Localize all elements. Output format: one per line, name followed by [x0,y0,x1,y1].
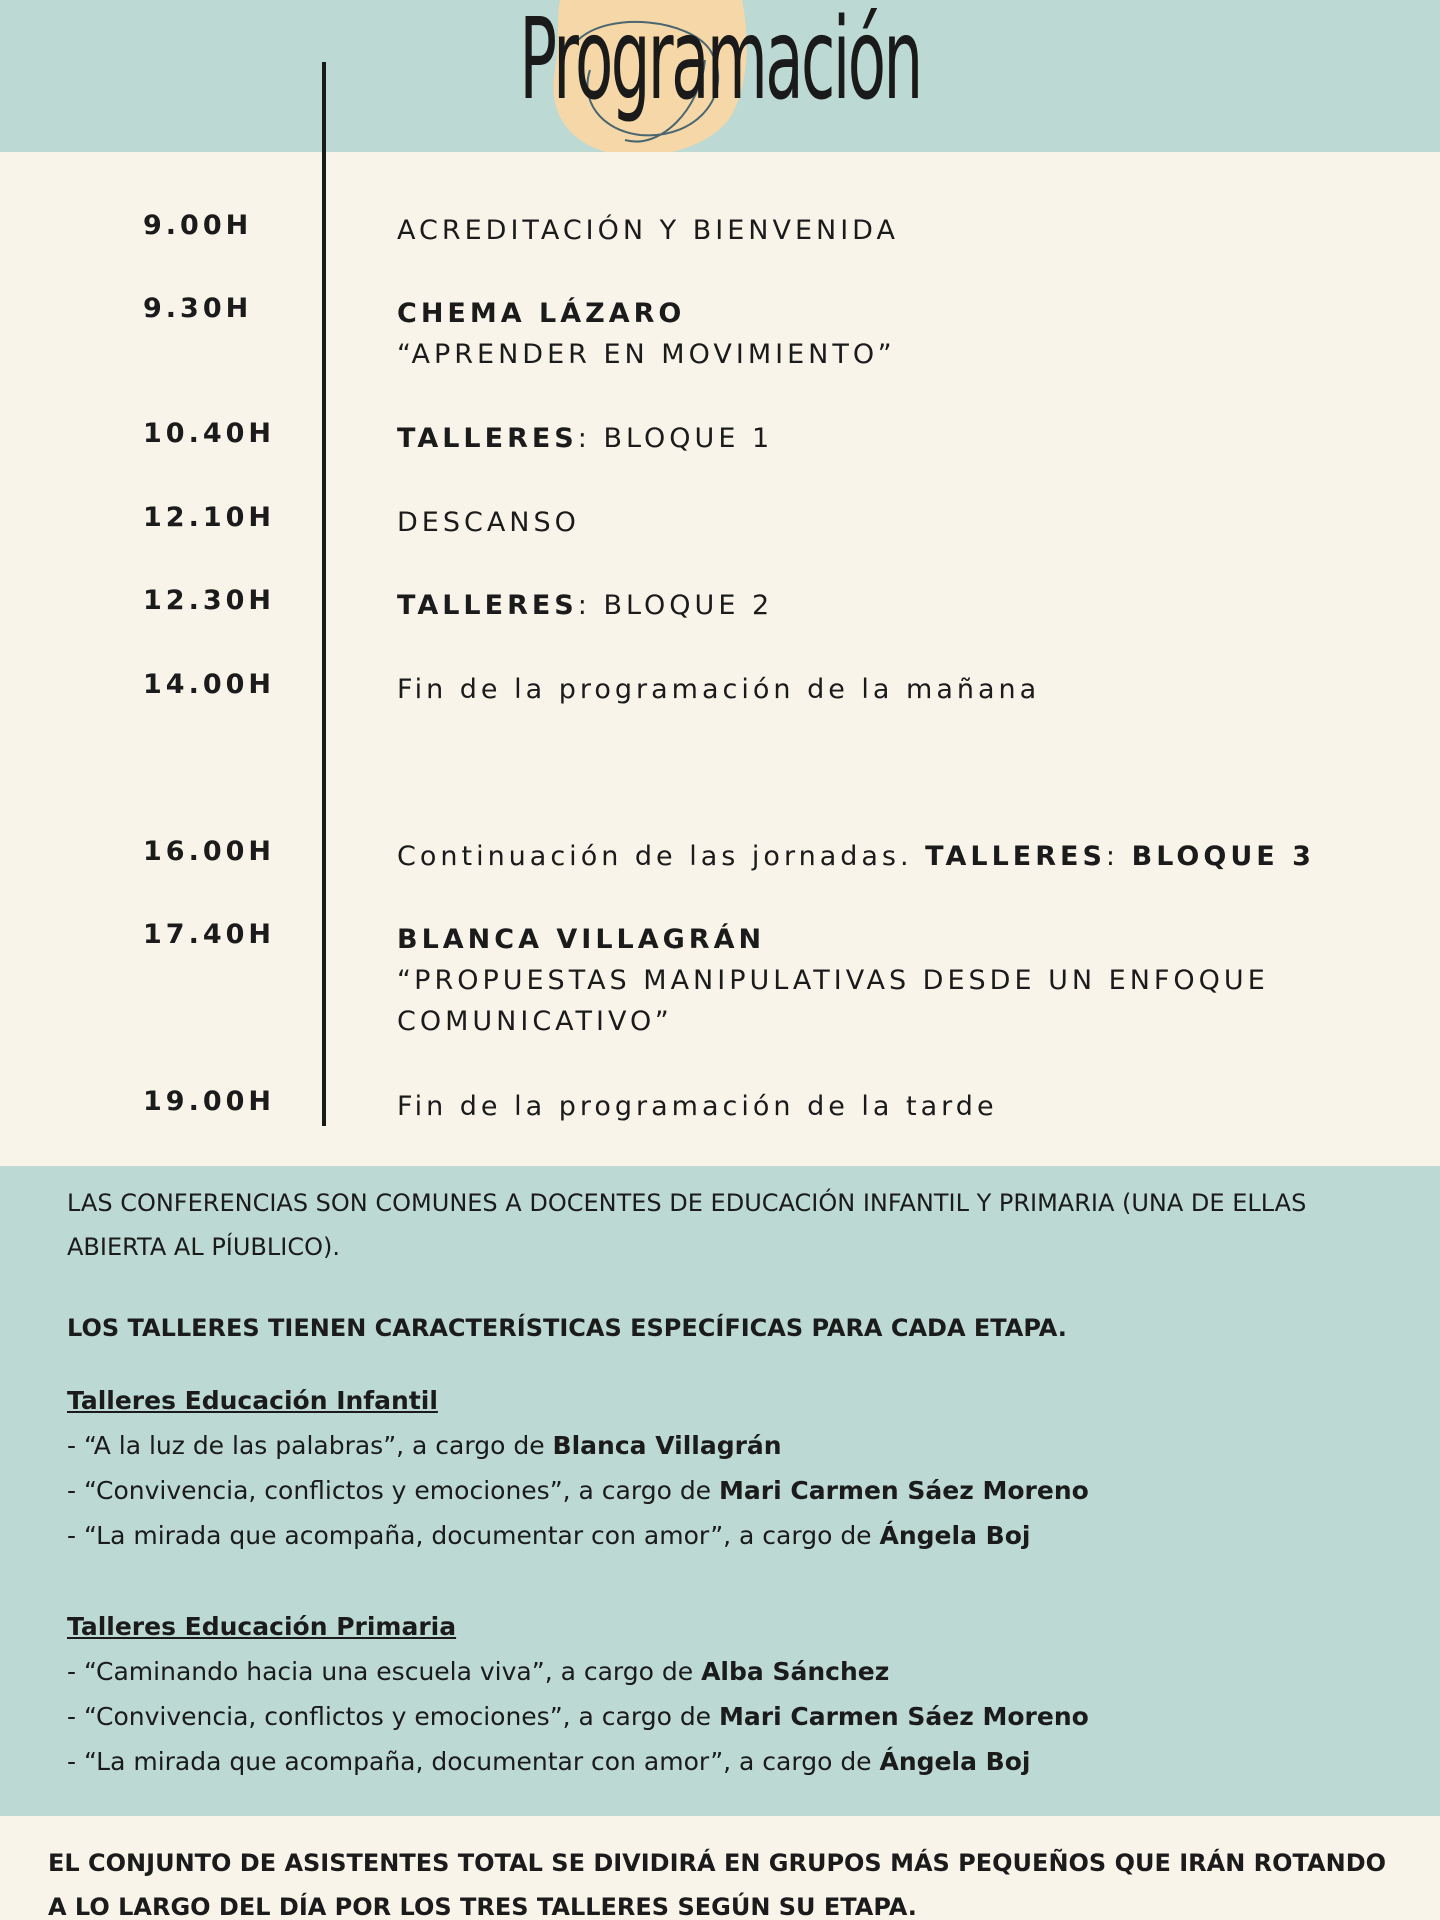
talk-title: “PROPUESTAS MANIPULATIVAS DESDE UN ENFOQUE [397,965,1269,996]
speaker-name: BLANCA VILLAGRÁN [397,924,766,955]
schedule-description [397,919,1407,1042]
talk-title-cont: COMUNICATIVO” [397,1006,673,1037]
list-item: - “Convivencia, conflictos y emociones”, a cargo de Mari Carmen Sáez Moreno [67,1476,1089,1505]
section-title: Talleres Educación Primaria [67,1612,457,1641]
schedule-time: 14.00H [143,669,275,700]
schedule-time: 9.30H [143,293,253,324]
schedule-description: Fin de la programación de la tarde [397,1091,998,1122]
conferences-note: LAS CONFERENCIAS SON COMUNES A DOCENTES DE EDUCACIÓN INFANTIL Y PRIMARIA (UNA DE ELLAS ABIERTA AL PÍUBLICO). [67,1189,1307,1261]
schedule-time: 17.40H [143,919,275,950]
schedule-time: 12.10H [143,502,275,533]
schedule-time: 10.40H [143,418,275,449]
schedule-time: 16.00H [143,836,275,867]
header-banner [0,0,1440,152]
schedule-description: TALLERES: BLOQUE 1 [397,423,774,454]
schedule-time: 19.00H [143,1086,275,1117]
list-item: - “Caminando hacia una escuela viva”, a cargo de Alba Sánchez [67,1657,890,1686]
schedule-description: TALLERES: BLOQUE 2 [397,590,774,621]
primaria-workshops [67,1604,1397,1784]
schedule-description: Continuación de las jornadas. TALLERES: BLOQUE 3 [397,841,1315,872]
page-title: Programación [519,0,921,125]
speaker-name: CHEMA LÁZARO [397,298,686,329]
section-title: Talleres Educación Infantil [67,1386,438,1415]
schedule-description: Fin de la programación de la mañana [397,674,1041,705]
workshops-note: LOS TALLERES TIENEN CARACTERÍSTICAS ESPECÍFICAS PARA CADA ETAPA. [67,1314,1067,1342]
list-item: - “A la luz de las palabras”, a cargo de Blanca Villagrán [67,1431,782,1460]
schedule-description: DESCANSO [397,507,580,538]
list-item: - “La mirada que acompaña, documentar con amor”, a cargo de Ángela Boj [67,1747,1031,1776]
list-item: - “Convivencia, conflictos y emociones”, a cargo de Mari Carmen Sáez Moreno [67,1702,1089,1731]
footer-note: EL CONJUNTO DE ASISTENTES TOTAL SE DIVIDIRÁ EN GRUPOS MÁS PEQUEÑOS QUE IRÁN ROTANDO A LO LARGO DEL DÍA POR LOS TRES TALLERES SEGÚN SU ETAPA. [48,1849,1387,1920]
infantil-workshops [67,1378,1397,1558]
timeline-divider [322,62,326,1126]
schedule-description: ACREDITACIÓN Y BIENVENIDA [397,215,899,246]
schedule-time: 12.30H [143,585,275,616]
schedule-time: 9.00H [143,210,253,241]
schedule-description [397,293,1357,375]
list-item: - “La mirada que acompaña, documentar con amor”, a cargo de Ángela Boj [67,1521,1031,1550]
talk-title: “APRENDER EN MOVIMIENTO” [397,339,896,370]
